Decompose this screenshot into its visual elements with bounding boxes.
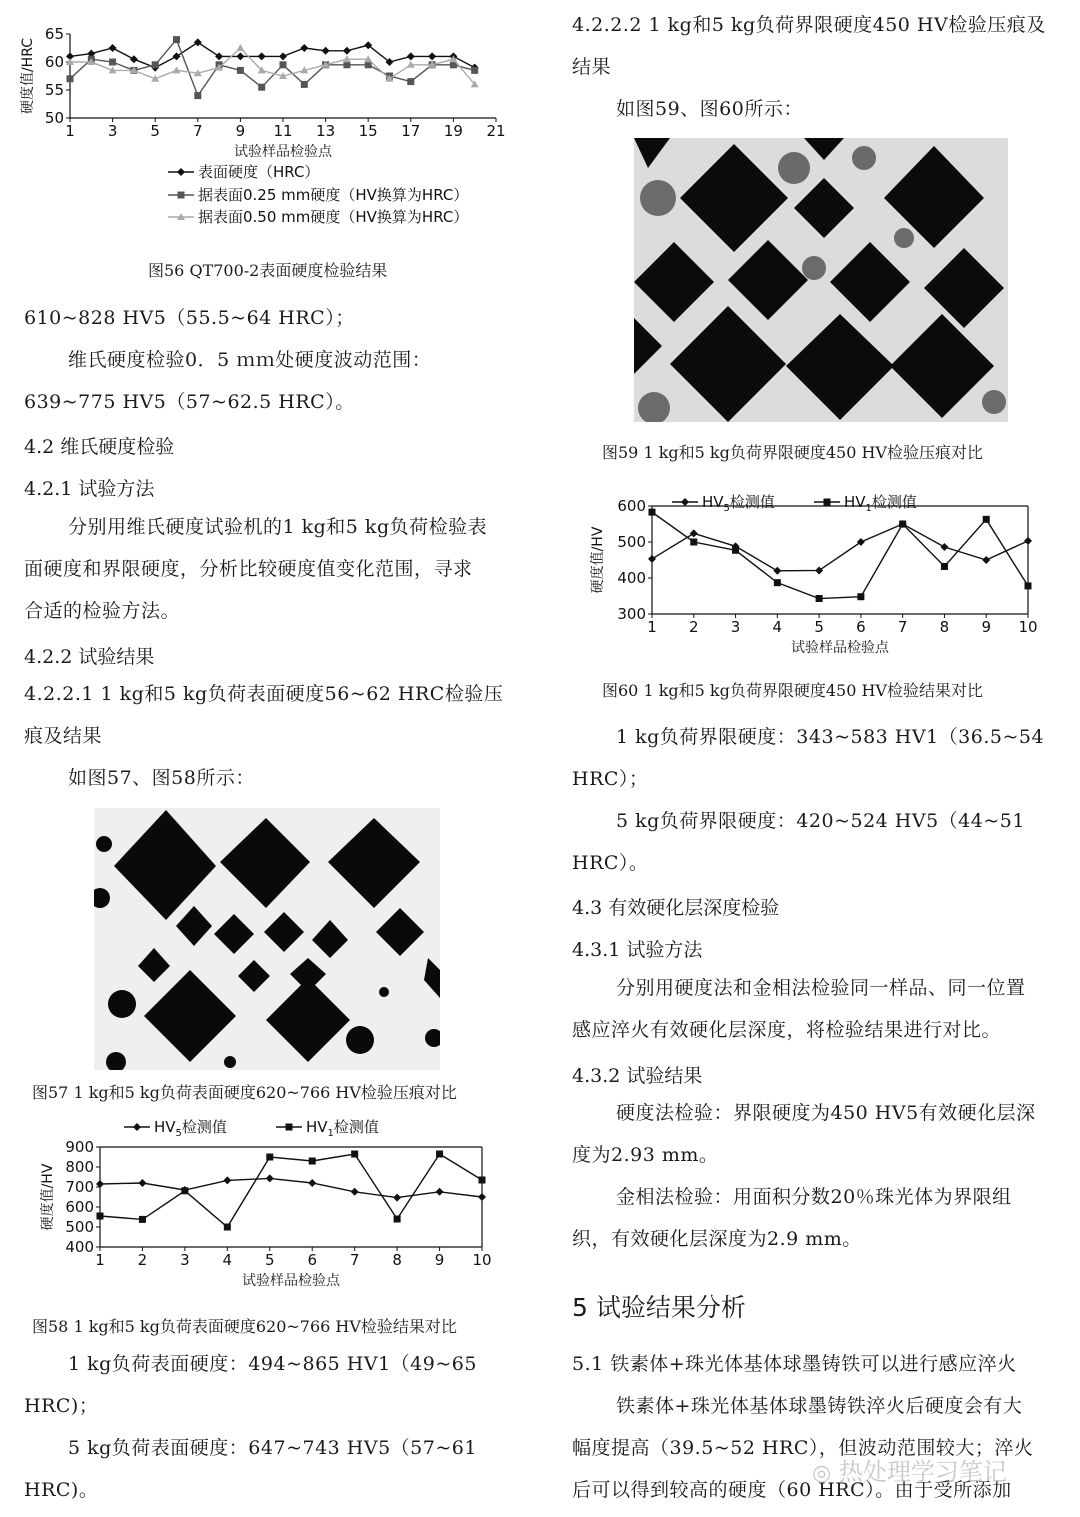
heading-4-3-1: 4.3.1 试验方法: [572, 939, 703, 961]
data-point: [436, 1188, 444, 1196]
x-axis-label: 试验样品检验点: [791, 640, 889, 656]
y-tick-label: 900: [65, 1138, 94, 1156]
para-line: HRC)；: [24, 1395, 99, 1417]
para-line: HRC）；: [572, 768, 649, 790]
legend-text: HV: [154, 1118, 176, 1136]
para-line: 铁素体+珠光体基体球墨铸铁淬火后硬度会有大: [616, 1395, 1023, 1417]
data-point: [343, 47, 351, 55]
data-point: [351, 1151, 358, 1158]
x-tick-label: 7: [897, 618, 908, 636]
data-point: [279, 52, 287, 60]
data-point: [648, 555, 656, 563]
para-line: 4.2.2.1 1 kg和5 kg负荷表面硬度56~62 HRC检验压: [24, 683, 504, 705]
data-point: [67, 75, 74, 82]
legend-marker: [133, 1123, 141, 1131]
para-line: 感应淬火有效硬化层深度，将检验结果进行对比。: [572, 1019, 1002, 1041]
x-tick-label: 19: [443, 122, 463, 140]
data-point: [471, 67, 478, 74]
data-point: [173, 66, 181, 73]
data-point: [97, 1213, 104, 1220]
data-point: [215, 52, 223, 60]
data-point: [109, 59, 116, 66]
y-axis-label: 硬度值/HV: [40, 1163, 56, 1231]
heading-4-3: 4.3 有效硬化层深度检验: [572, 897, 780, 919]
data-point: [690, 529, 698, 537]
x-tick-label: 6: [307, 1251, 317, 1269]
data-point: [941, 563, 948, 570]
series-line: [70, 42, 475, 67]
data-point: [479, 1177, 486, 1184]
para-line: 610~828 HV5（55.5~64 HRC）；: [24, 307, 355, 329]
y-tick-label: 50: [44, 109, 64, 127]
para-line: HRC）。: [572, 852, 649, 874]
wechat-icon: ◎: [812, 1461, 832, 1486]
legend-marker: [286, 1124, 293, 1131]
watermark: [812, 1452, 1007, 1487]
data-point: [322, 47, 330, 55]
data-point: [309, 1158, 316, 1165]
x-tick-label: 9: [434, 1251, 445, 1269]
data-point: [300, 44, 308, 52]
y-tick-label: 60: [44, 53, 64, 71]
y-tick-label: 65: [44, 25, 64, 43]
x-axis-label: 试验样品检验点: [242, 1273, 340, 1289]
data-point: [301, 81, 308, 88]
data-point: [478, 1193, 486, 1201]
data-point: [857, 593, 864, 600]
fig60-caption: 图60 1 kg和5 kg负荷界限硬度450 HV检验结果对比: [602, 681, 983, 700]
legend-text: HV: [306, 1118, 328, 1136]
x-tick-label: 3: [730, 618, 741, 636]
y-tick-label: 800: [65, 1158, 94, 1176]
y-tick-label: 300: [617, 605, 646, 623]
data-point: [394, 1216, 401, 1223]
series-line: [100, 1154, 482, 1227]
data-point: [815, 566, 823, 574]
fig58-chart: [40, 1115, 510, 1300]
x-tick-label: 9: [235, 122, 246, 140]
x-tick-label: 5: [265, 1251, 275, 1269]
fig59-caption: 图59 1 kg和5 kg负荷界限硬度450 HV检验压痕对比: [602, 443, 983, 462]
legend-entry: [702, 493, 775, 514]
watermark-text: 热处理学习笔记: [838, 1458, 1007, 1486]
para-line: 织，有效硬化层深度为2.9 mm。: [572, 1228, 862, 1250]
para-line: 痕及结果: [24, 725, 103, 747]
para-line: 维氏硬度检验0．5 ｍｍ处硬度波动范围：: [68, 349, 432, 371]
heading-4-3-2: 4.3.2 试验结果: [572, 1065, 703, 1087]
legend-text: 检测值: [729, 493, 775, 511]
fig58-caption: 图58 1 kg和5 kg负荷表面硬度620~766 HV检验结果对比: [32, 1317, 457, 1336]
x-tick-label: 7: [193, 122, 203, 140]
para-line: 如图57、图58所示：: [68, 767, 255, 789]
x-tick-label: 10: [472, 1251, 492, 1269]
legend-text: 检测值: [333, 1118, 379, 1136]
data-point: [258, 52, 266, 60]
legend-text: 检测值: [871, 493, 917, 511]
data-point: [139, 1216, 146, 1223]
legend-subscript: 5: [175, 1128, 182, 1139]
x-tick-label: 11: [273, 122, 293, 140]
x-tick-label: 8: [939, 618, 950, 636]
para-line: 分别用硬度法和金相法检验同一样品、同一位置: [616, 977, 1026, 999]
x-tick-label: 13: [316, 122, 336, 140]
data-point: [223, 1176, 231, 1184]
data-point: [181, 1187, 188, 1194]
heading-4-2-2: 4.2.2 试验结果: [24, 646, 155, 668]
x-tick-label: 3: [180, 1251, 190, 1269]
data-point: [436, 1151, 443, 1158]
legend-entry: 据表面0.50 mm硬度（HV换算为HRC）: [198, 208, 469, 226]
x-tick-label: 5: [150, 122, 160, 140]
data-point: [266, 1154, 273, 1161]
para-line: 分别用维氏硬度试验机的1 kg和5 kg负荷检验表: [68, 516, 488, 538]
data-point: [1025, 582, 1032, 589]
x-tick-label: 2: [689, 618, 699, 636]
data-point: [982, 556, 990, 564]
legend-text: HV: [844, 493, 866, 511]
data-point: [237, 67, 244, 74]
legend-marker: [681, 498, 689, 506]
para-line: 度为2.93 mm。: [572, 1144, 719, 1166]
data-point: [109, 44, 117, 52]
data-point: [774, 579, 781, 586]
x-tick-label: 2: [137, 1251, 148, 1269]
x-tick-label: 21: [486, 122, 506, 140]
data-point: [773, 567, 781, 575]
data-point: [280, 61, 287, 68]
series-line: [652, 524, 1028, 571]
legend-entry: 表面硬度（HRC）: [198, 163, 320, 181]
y-tick-label: 55: [44, 81, 64, 99]
x-tick-label: 1: [95, 1251, 105, 1269]
data-point: [816, 595, 823, 602]
para-line: 1 kg负荷表面硬度：494~865 HV1（49~65: [68, 1353, 477, 1375]
para-line: 硬度法检验：界限硬度为450 HV5有效硬化层深: [616, 1102, 1036, 1124]
data-point: [194, 92, 201, 99]
heading-4-2: 4.2 维氏硬度检验: [24, 436, 175, 458]
legend-marker: [178, 192, 185, 199]
x-tick-label: 4: [222, 1251, 233, 1269]
x-tick-label: 10: [1018, 618, 1038, 636]
legend-marker: [824, 499, 831, 506]
data-point: [407, 78, 414, 85]
x-tick-label: 3: [107, 122, 118, 140]
data-point: [393, 1194, 401, 1202]
legend-text: HV: [702, 493, 724, 511]
data-point: [152, 61, 159, 68]
para-line: 合适的检验方法。: [24, 600, 181, 622]
x-tick-label: 4: [772, 618, 783, 636]
x-tick-label: 1: [647, 618, 657, 636]
data-point: [343, 61, 350, 68]
data-point: [138, 1179, 146, 1187]
para-line: 5 kg负荷表面硬度：647~743 HV5（57~61: [68, 1437, 477, 1459]
x-tick-label: 9: [981, 618, 991, 636]
para-line: 面硬度和界限硬度，分析比较硬度值变化范围，寻求: [24, 558, 473, 580]
fig56-caption: 图56 QT700-2表面硬度检验结果: [148, 261, 388, 280]
data-point: [130, 55, 138, 63]
x-tick-label: 6: [856, 618, 866, 636]
data-point: [1024, 537, 1032, 545]
para-line: HRC)。: [24, 1479, 99, 1501]
data-point: [407, 52, 415, 60]
fig57-caption: 图57 1 kg和5 kg负荷表面硬度620~766 HV检验压痕对比: [32, 1083, 457, 1102]
section-5-heading: 5 试验结果分析: [572, 1293, 746, 1322]
data-point: [428, 52, 436, 60]
para-line: 幅度提高（39.5~52 HRC），但波动范围较大；淬火: [572, 1437, 1034, 1459]
y-tick-label: 500: [65, 1218, 94, 1236]
x-tick-label: 17: [401, 122, 421, 140]
legend-subscript: 1: [327, 1128, 334, 1139]
data-point: [194, 38, 202, 46]
x-tick-label: 7: [349, 1251, 360, 1269]
data-point: [649, 509, 656, 516]
x-axis-label: 试验样品检验点: [234, 144, 332, 160]
fig56-chart: [20, 20, 520, 235]
y-tick-label: 400: [617, 569, 646, 587]
fig59-indentation-photo: [634, 138, 1008, 422]
fig60-chart: [590, 486, 1050, 666]
data-point: [732, 547, 739, 554]
data-point: [857, 538, 865, 546]
legend-entry: [844, 493, 917, 514]
legend-subscript: 5: [723, 503, 730, 514]
x-tick-label: 1: [65, 122, 75, 140]
legend-text: 检测值: [181, 1118, 227, 1136]
y-axis-label: 硬度值/HV: [590, 526, 606, 594]
legend-entry: [306, 1118, 379, 1139]
legend-entry: 据表面0.25 mm硬度（HV换算为HRC）: [198, 186, 469, 204]
y-tick-label: 500: [617, 533, 646, 551]
heading-4-2-1: 4.2.1 试验方法: [24, 478, 155, 500]
x-tick-label: 8: [392, 1251, 402, 1269]
data-point: [173, 36, 180, 43]
y-tick-label: 700: [65, 1178, 94, 1196]
y-tick-label: 400: [65, 1238, 94, 1256]
data-point: [983, 516, 990, 523]
legend-entry: [154, 1118, 227, 1139]
para-line: 1 kg负荷界限硬度：343~583 HV1（36.5~54: [616, 726, 1045, 748]
para-line: 5.1 铁素体+珠光体基体球墨铸铁可以进行感应淬火: [572, 1353, 1017, 1375]
fig57-indentation-photo: [94, 808, 440, 1070]
data-point: [236, 52, 244, 60]
para-line: 5 kg负荷界限硬度：420~524 HV5（44~51: [616, 810, 1025, 832]
y-axis-label: 硬度值/HRC: [20, 37, 36, 115]
data-point: [940, 543, 948, 551]
data-point: [308, 1179, 316, 1187]
para-line: 金相法检验：用面积分数20％珠光体为界限组: [616, 1186, 1012, 1208]
data-point: [236, 44, 244, 51]
data-point: [351, 1188, 359, 1196]
data-point: [266, 1174, 274, 1182]
para-line: 如图59、图60所示：: [616, 98, 803, 120]
para-line: 后可以得到较高的硬度（60 HRC）。由于受所添加: [572, 1479, 1012, 1501]
para-line: 结果: [572, 56, 612, 78]
para-line: 639~775 HV5（57~62.5 HRC）。: [24, 391, 355, 413]
heading-4-2-2-2: 4.2.2.2 1 kg和5 kg负荷界限硬度450 HV检验压痕及: [572, 14, 1046, 36]
data-point: [224, 1224, 231, 1231]
legend-marker: [177, 168, 185, 176]
series-line: [100, 1178, 482, 1197]
data-point: [173, 52, 181, 60]
data-point: [690, 539, 697, 546]
data-point: [899, 521, 906, 528]
x-tick-label: 5: [814, 618, 824, 636]
y-tick-label: 600: [65, 1198, 94, 1216]
y-tick-label: 600: [617, 497, 646, 515]
legend-subscript: 1: [865, 503, 872, 514]
data-point: [258, 84, 265, 91]
x-tick-label: 15: [358, 122, 378, 140]
